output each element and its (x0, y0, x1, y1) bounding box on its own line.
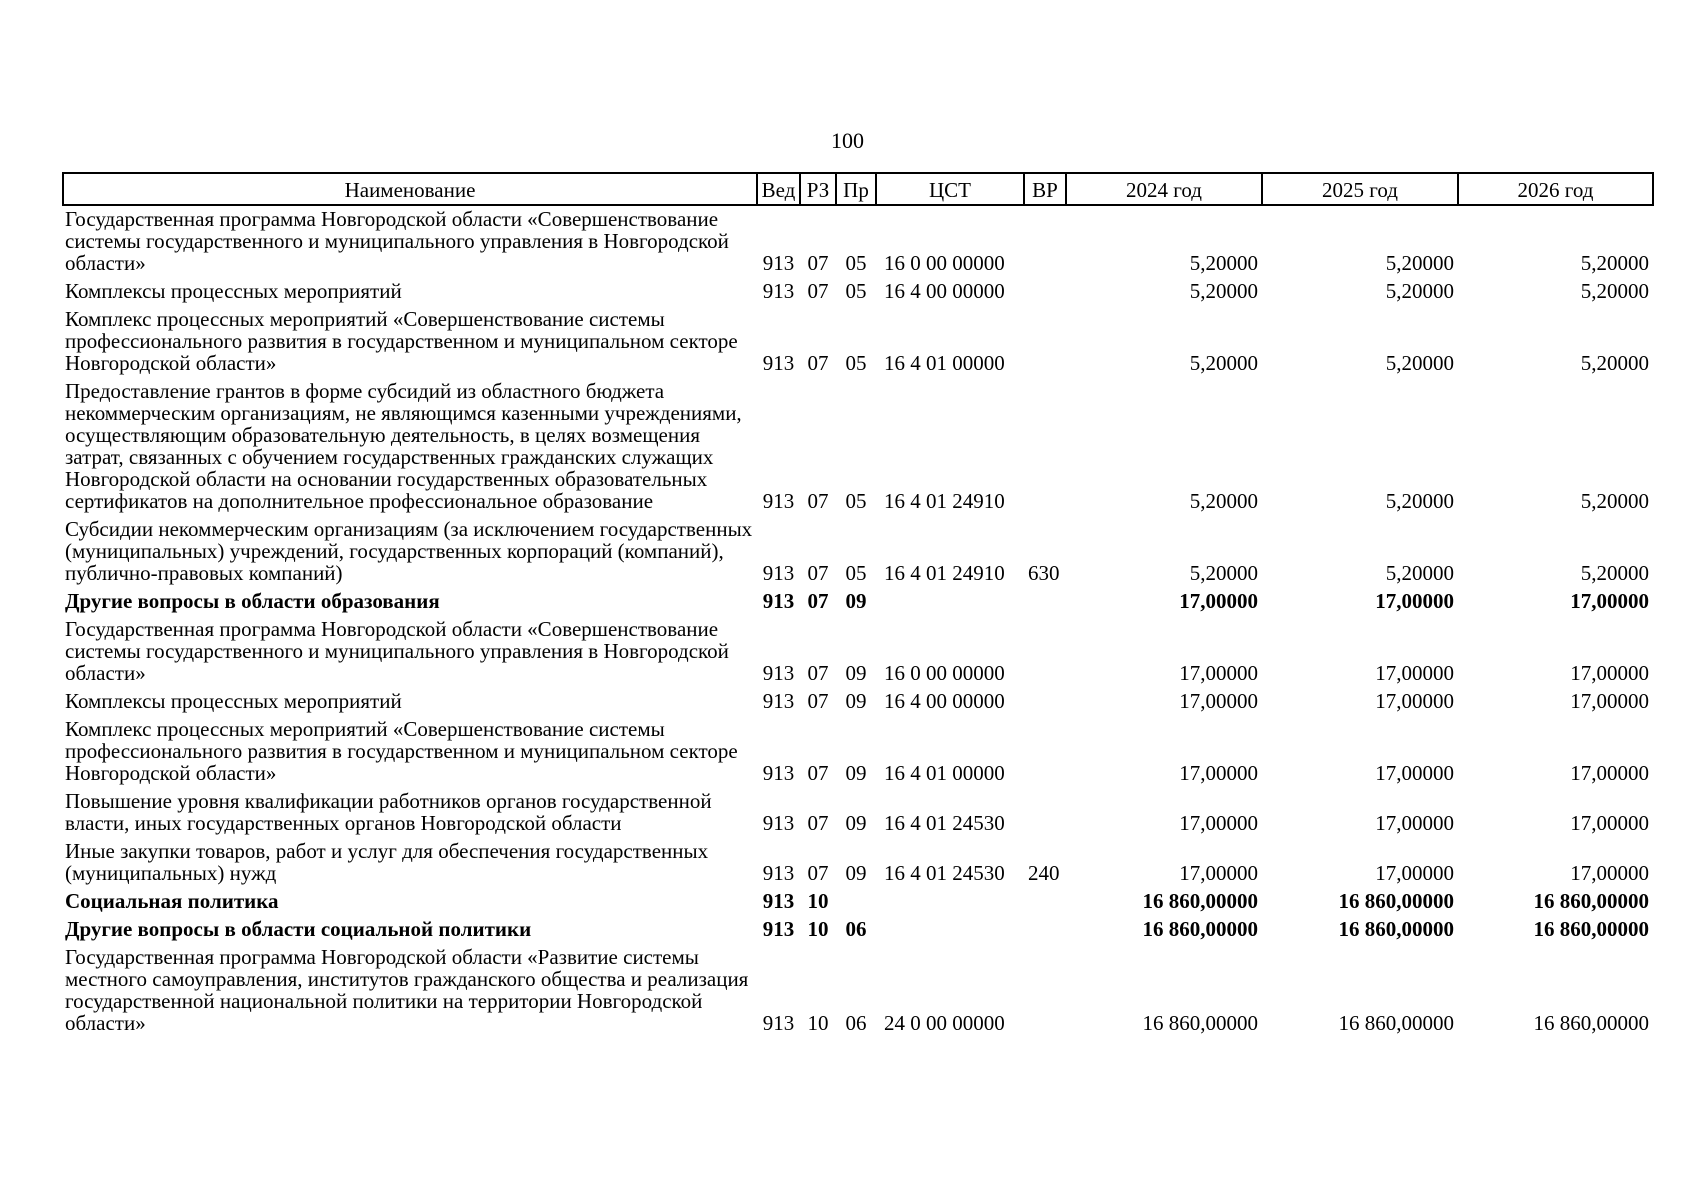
cell-name: Комплекс процессных мероприятий «Совершенствование системы профессионального развития в государственном и муниципальном секторе Новгородской области» (65, 307, 738, 375)
cell-rz: 10 (807, 917, 829, 941)
cell-name: Другие вопросы в области социальной политики (65, 917, 532, 941)
cell-2024: 16 860,00000 (1142, 917, 1258, 941)
cell-2025: 17,00000 (1375, 661, 1454, 685)
cell-2024: 17,00000 (1179, 589, 1258, 613)
cell-name: Повышение уровня квалификации работников органов государственной власти, иных государственных органов Новгородской области (65, 789, 712, 835)
table-row (63, 588, 1653, 616)
cell-ved: 913 (762, 279, 795, 303)
cell-name: Государственная программа Новгородской области «Развитие системы местного самоуправления, институтов гражданского общества и реализация государственной национальной политики на территории Новгородской области» (65, 945, 749, 1035)
cell-rz: 10 (807, 889, 829, 913)
cell-vr: 630 (1028, 561, 1060, 585)
cell-2025: 5,20000 (1385, 489, 1454, 513)
cell-2026: 5,20000 (1580, 251, 1649, 275)
cell-vr (1024, 616, 1066, 688)
table-row (63, 616, 1653, 688)
cell-2026: 17,00000 (1570, 589, 1649, 613)
cell-name: Другие вопросы в области образования (65, 589, 440, 613)
header-2024: 2024 год (1066, 173, 1262, 205)
cell-ved: 913 (762, 351, 795, 375)
cell-pr: 09 (845, 811, 867, 835)
cell-2024: 17,00000 (1179, 811, 1258, 835)
cell-ved: 913 (762, 861, 795, 885)
cell-vr (1024, 916, 1066, 944)
cell-2026: 17,00000 (1570, 689, 1649, 713)
cell-2026: 16 860,00000 (1533, 889, 1649, 913)
cell-2024: 17,00000 (1179, 861, 1258, 885)
cell-cst (876, 888, 1024, 916)
cell-2026: 17,00000 (1570, 761, 1649, 785)
table-row (63, 838, 1653, 888)
cell-vr (1024, 716, 1066, 788)
cell-cst: 16 4 00 00000 (884, 279, 1005, 303)
cell-2024: 17,00000 (1179, 661, 1258, 685)
cell-pr: 05 (845, 489, 867, 513)
cell-2024: 5,20000 (1189, 279, 1258, 303)
cell-vr (1024, 205, 1066, 278)
table-body (63, 205, 1653, 1038)
header-2026: 2026 год (1458, 173, 1653, 205)
cell-rz: 07 (807, 279, 829, 303)
cell-2025: 16 860,00000 (1338, 1011, 1454, 1035)
cell-name: Государственная программа Новгородской области «Совершенствование системы государственного и муниципального управления в Новгородской области» (65, 207, 729, 275)
cell-cst: 16 4 01 24530 (884, 861, 1005, 885)
cell-pr: 09 (845, 661, 867, 685)
cell-2026: 5,20000 (1580, 279, 1649, 303)
cell-2024: 16 860,00000 (1142, 1011, 1258, 1035)
cell-rz: 07 (807, 689, 829, 713)
table-row (63, 516, 1653, 588)
cell-name: Комплексы процессных мероприятий (65, 689, 402, 713)
cell-cst: 16 4 01 00000 (884, 351, 1005, 375)
cell-pr: 09 (845, 861, 867, 885)
table-row (63, 888, 1653, 916)
cell-ved: 913 (762, 811, 795, 835)
cell-2024: 17,00000 (1179, 689, 1258, 713)
cell-cst (876, 588, 1024, 616)
cell-2025: 5,20000 (1385, 351, 1454, 375)
cell-2025: 5,20000 (1385, 251, 1454, 275)
cell-ved: 913 (762, 917, 795, 941)
cell-rz: 07 (807, 489, 829, 513)
table-row (63, 688, 1653, 716)
cell-rz: 07 (807, 661, 829, 685)
table-row (63, 788, 1653, 838)
cell-2025: 5,20000 (1385, 279, 1454, 303)
cell-vr (1024, 378, 1066, 516)
cell-rz: 07 (807, 811, 829, 835)
cell-ved: 913 (762, 689, 795, 713)
cell-ved: 913 (762, 251, 795, 275)
cell-vr (1024, 788, 1066, 838)
cell-cst: 16 4 01 24910 (884, 561, 1005, 585)
cell-name: Комплексы процессных мероприятий (65, 279, 402, 303)
cell-2026: 5,20000 (1580, 489, 1649, 513)
cell-2024: 5,20000 (1189, 351, 1258, 375)
header-2025: 2025 год (1262, 173, 1458, 205)
cell-vr (1024, 306, 1066, 378)
cell-2025: 17,00000 (1375, 761, 1454, 785)
cell-2025: 16 860,00000 (1338, 889, 1454, 913)
cell-name: Государственная программа Новгородской области «Совершенствование системы государственного и муниципального управления в Новгородской области» (65, 617, 729, 685)
cell-ved: 913 (762, 889, 795, 913)
cell-vr (1024, 688, 1066, 716)
cell-pr: 05 (845, 351, 867, 375)
header-cst: ЦСТ (876, 173, 1024, 205)
cell-rz: 07 (807, 561, 829, 585)
cell-ved: 913 (762, 561, 795, 585)
header-rz: РЗ (800, 173, 836, 205)
cell-ved: 913 (762, 661, 795, 685)
cell-name: Субсидии некоммерческим организациям (за исключением государственных (муниципальных) учреждений, государственных корпораций (компаний), публично-правовых компаний) (65, 517, 753, 585)
cell-cst (876, 916, 1024, 944)
budget-table (62, 172, 1654, 1038)
header-pr: Пр (836, 173, 876, 205)
cell-cst: 16 0 00 00000 (884, 661, 1005, 685)
cell-2026: 17,00000 (1570, 811, 1649, 835)
cell-rz: 07 (807, 589, 829, 613)
cell-2024: 5,20000 (1189, 251, 1258, 275)
cell-rz: 07 (807, 761, 829, 785)
cell-name: Комплекс процессных мероприятий «Совершенствование системы профессионального развития в государственном и муниципальном секторе Новгородской области» (65, 717, 738, 785)
cell-cst: 16 4 01 24910 (884, 489, 1005, 513)
cell-2026: 17,00000 (1570, 661, 1649, 685)
table-row (63, 306, 1653, 378)
header-name: Наименование (63, 173, 757, 205)
cell-2025: 17,00000 (1375, 589, 1454, 613)
cell-name: Социальная политика (65, 889, 279, 913)
table-row (63, 205, 1653, 278)
cell-pr (836, 888, 876, 916)
cell-2024: 5,20000 (1189, 489, 1258, 513)
cell-2024: 17,00000 (1179, 761, 1258, 785)
cell-name: Предоставление грантов в форме субсидий из областного бюджета некоммерческим организациям, не являющимся казенными учреждениями, осуществляющим образовательную деятельность, в целях возмещения затрат, связанных с обучением государственных гражданских служащих Новгородской области на основании государственных образовательных сертификатов на дополнительное профессиональное образование (65, 379, 742, 513)
cell-cst: 16 4 01 24530 (884, 811, 1005, 835)
cell-rz: 07 (807, 861, 829, 885)
cell-vr: 240 (1028, 861, 1060, 885)
cell-rz: 07 (807, 251, 829, 275)
table-row (63, 916, 1653, 944)
table-row (63, 716, 1653, 788)
cell-rz: 10 (807, 1011, 829, 1035)
header-vr: ВР (1024, 173, 1066, 205)
cell-2025: 16 860,00000 (1338, 917, 1454, 941)
cell-cst: 16 4 00 00000 (884, 689, 1005, 713)
table-header (63, 173, 1653, 205)
cell-pr: 06 (845, 1011, 867, 1035)
table-row (63, 378, 1653, 516)
cell-pr: 05 (845, 561, 867, 585)
cell-ved: 913 (762, 761, 795, 785)
cell-2025: 17,00000 (1375, 811, 1454, 835)
cell-vr (1024, 588, 1066, 616)
cell-vr (1024, 278, 1066, 306)
page-number: 100 (831, 128, 864, 153)
cell-pr: 09 (845, 589, 867, 613)
cell-2026: 16 860,00000 (1533, 1011, 1649, 1035)
cell-2025: 17,00000 (1375, 861, 1454, 885)
cell-rz: 07 (807, 351, 829, 375)
cell-2026: 17,00000 (1570, 861, 1649, 885)
cell-2026: 16 860,00000 (1533, 917, 1649, 941)
cell-2025: 5,20000 (1385, 561, 1454, 585)
cell-pr: 09 (845, 761, 867, 785)
cell-vr (1024, 888, 1066, 916)
cell-2024: 16 860,00000 (1142, 889, 1258, 913)
cell-ved: 913 (762, 1011, 795, 1035)
cell-pr: 09 (845, 689, 867, 713)
cell-pr: 05 (845, 251, 867, 275)
cell-vr (1024, 944, 1066, 1038)
cell-ved: 913 (762, 589, 795, 613)
cell-2026: 5,20000 (1580, 561, 1649, 585)
cell-2026: 5,20000 (1580, 351, 1649, 375)
cell-ved: 913 (762, 489, 795, 513)
table-row (63, 278, 1653, 306)
header-ved: Вед (757, 173, 800, 205)
table-row (63, 944, 1653, 1038)
cell-cst: 16 4 01 00000 (884, 761, 1005, 785)
cell-pr: 06 (845, 917, 867, 941)
cell-pr: 05 (845, 279, 867, 303)
cell-cst: 24 0 00 00000 (884, 1011, 1005, 1035)
cell-2024: 5,20000 (1189, 561, 1258, 585)
cell-cst: 16 0 00 00000 (884, 251, 1005, 275)
cell-2025: 17,00000 (1375, 689, 1454, 713)
cell-name: Иные закупки товаров, работ и услуг для обеспечения государственных (муниципальных) нужд (65, 839, 709, 885)
